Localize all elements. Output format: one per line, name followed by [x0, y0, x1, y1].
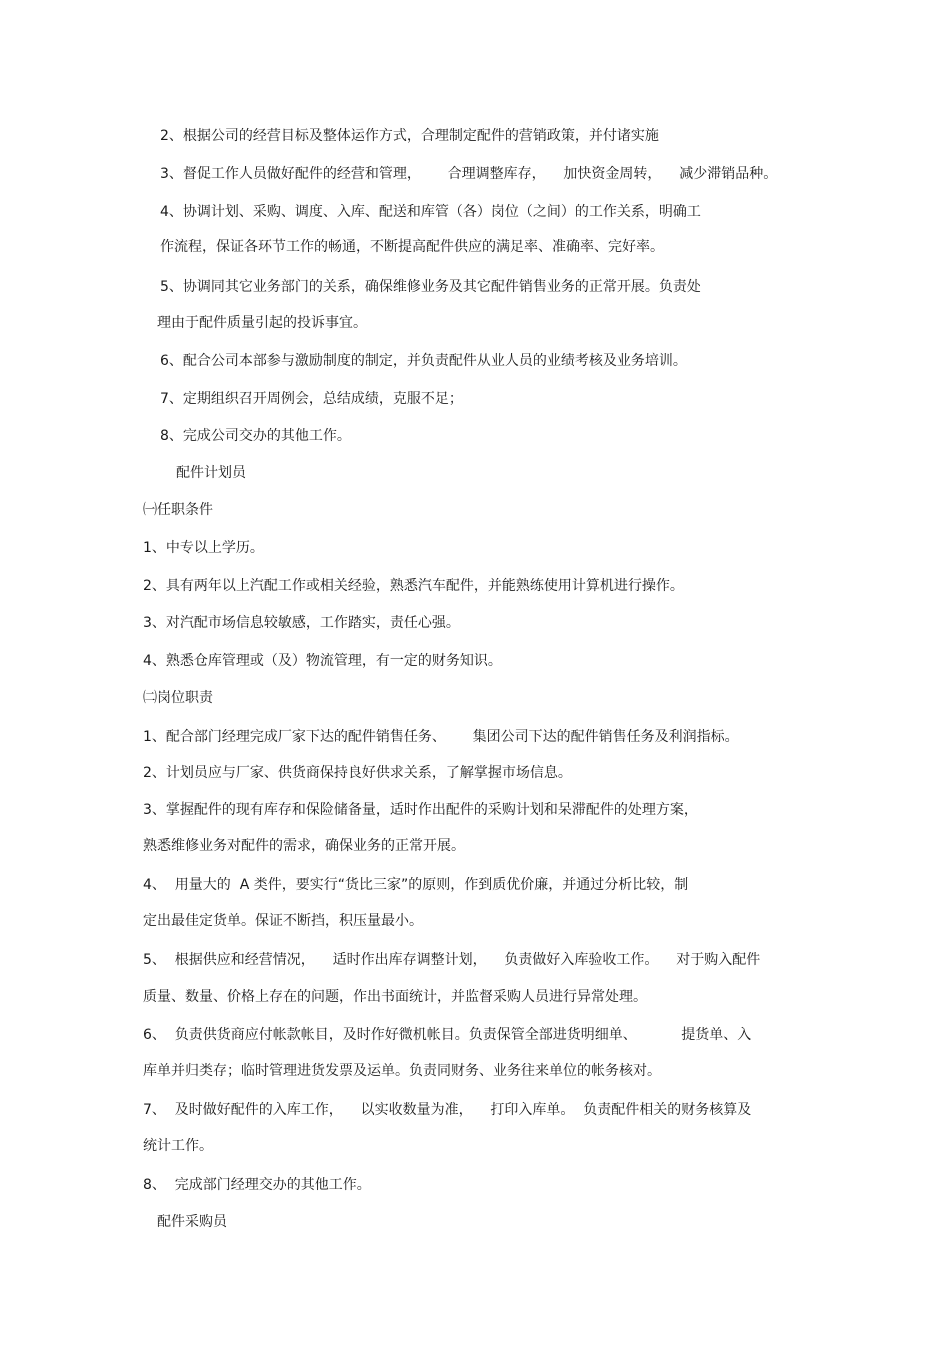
responsibility-5: 5、 根据供应和经营情况， 适时作出库存调整计划， 负责做好入库验收工作。 对于购入配件 [143, 952, 761, 968]
qualification-2: 2、具有两年以上汽配工作或相关经验，熟悉汽车配件，并能熟练使用计算机进行操作。 [143, 578, 684, 594]
responsibility-1: 1、配合部门经理完成厂家下达的配件销售任务、 集团公司下达的配件销售任务及利润指标。 [143, 729, 739, 745]
duty-6-text: 6、配合公司本部参与激励制度的制定，并负责配件从业人员的业绩考核及业务培训。 [160, 353, 687, 369]
duty-8-text: 8、完成公司交办的其他工作。 [160, 428, 351, 444]
duty-4-continuation: 作流程，保证各环节工作的畅通，不断提高配件供应的满足率、准确率、完好率。 [160, 239, 664, 255]
responsibility-4-continuation: 定出最佳定货单。保证不断挡，积压量最小。 [143, 913, 423, 929]
qualification-3: 3、对汽配市场信息较敏感，工作踏实，责任心强。 [143, 615, 460, 631]
responsibility-2: 2、计划员应与厂家、供货商保持良好供求关系，了解掌握市场信息。 [143, 765, 572, 781]
duty-5-text: 5、协调同其它业务部门的关系，确保维修业务及其它配件销售业务的正常开展。负责处 [160, 279, 701, 295]
responsibility-3: 3、掌握配件的现有库存和保险储备量，适时作出配件的采购计划和呆滞配件的处理方案， [143, 802, 698, 818]
duty-3-text: 3、督促工作人员做好配件的经营和管理， 合理调整库存， 加快资金周转， 减少滞销品种。 [160, 166, 778, 182]
responsibility-4: 4、 用量大的 A 类件，要实行“货比三家”的原则，作到质优价廉，并通过分析比较，制 [143, 877, 689, 893]
section-title-purchaser: 配件采购员 [157, 1214, 227, 1230]
responsibility-3-continuation: 熟悉维修业务对配件的需求，确保业务的正常开展。 [143, 838, 465, 854]
responsibility-6: 6、 负责供货商应付帐款帐目，及时作好微机帐目。负责保管全部进货明细单、 提货单、入 [143, 1027, 752, 1043]
responsibility-5-continuation: 质量、数量、价格上存在的问题，作出书面统计，并监督采购人员进行异常处理。 [143, 989, 647, 1005]
section-title-planner: 配件计划员 [176, 465, 246, 481]
responsibility-6-continuation: 库单并归类存；临时管理进货发票及运单。负责同财务、业务往来单位的帐务核对。 [143, 1063, 661, 1079]
duty-4-text: 4、协调计划、采购、调度、入库、配送和库管（各）岗位（之间）的工作关系，明确工 [160, 204, 701, 220]
qualification-1: 1、中专以上学历。 [143, 540, 264, 556]
responsibility-8: 8、 完成部门经理交办的其他工作。 [143, 1177, 371, 1193]
duty-7-text: 7、定期组织召开周例会，总结成绩，克服不足； [160, 391, 463, 407]
qualification-4: 4、熟悉仓库管理或（及）物流管理，有一定的财务知识。 [143, 653, 502, 669]
duty-5-continuation: 理由于配件质量引起的投诉事宜。 [157, 315, 367, 331]
responsibility-7-continuation: 统计工作。 [143, 1138, 213, 1154]
subsection-responsibilities: ㈡岗位职责 [143, 690, 213, 706]
subsection-qualifications: ㈠任职条件 [143, 502, 213, 518]
responsibility-7: 7、 及时做好配件的入库工作， 以实收数量为准， 打印入库单。 负责配件相关的财务核算及 [143, 1102, 752, 1118]
duty-2-text: 2、根据公司的经营目标及整体运作方式，合理制定配件的营销政策，并付诸实施 [160, 128, 659, 144]
